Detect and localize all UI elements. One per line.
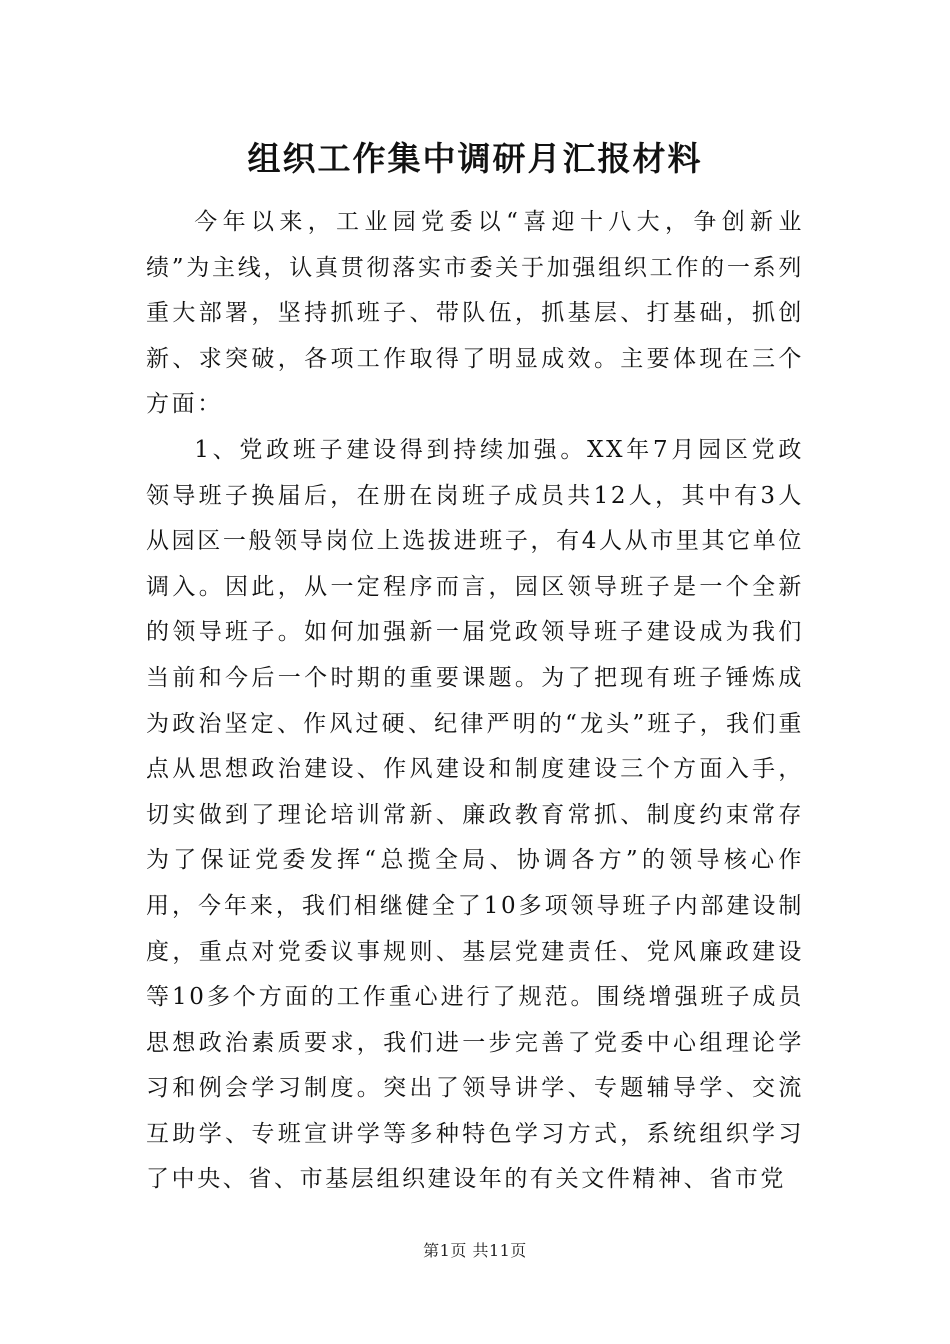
section-1-paragraph: 1、党政班子建设得到持续加强。XX年7月园区党政领导班子换届后，在册在岗班子成员共12人，其中有3人从园区一般领导岗位上选拔进班子，有4人从市里其它单位调入。因此，从一定程序而言，园区领导班子是一个全新的领导班子。如何加强新一届党政领导班子建设成为我们当前和今后一个时期的重要课题。为了把现有班子锤炼成为政治坚定、作风过硬、纪律严明的“龙头”班子，我们重点从思想政治建设、作风建设和制度建设三个方面入手，切实做到了理论培训常新、廉政教育常抓、制度约束常存为了保证党委发挥“总揽全局、协调各方”的领导核心作用，今年来，我们相继健全了10多项领导班子内部建设制度，重点对党委议事规则、基层党建责任、党风廉政建设等10多个方面的工作重心进行了规范。围绕增强班子成员思想政治素质要求，我们进一步完善了党委中心组理论学习和例会学习制度。突出了领导讲学、专题辅导学、交流互助学、专班宣讲学等多种特色学习方式，系统组织学习了中央、省、市基层组织建设年的有关文件精神、省市党 [146, 436, 804, 1193]
page-number-footer: 第1页 共11页 [423, 1241, 527, 1260]
intro-paragraph: 今年以来，工业园党委以“喜迎十八大，争创新业绩”为主线，认真贯彻落实市委关于加强组织工作的一系列重大部署，坚持抓班子、带队伍，抓基层、打基础，抓创新、求突破，各项工作取得了明显成效。主要体现在三个方面： [146, 209, 804, 418]
document-title: 组织工作集中调研月汇报材料 [247, 139, 703, 178]
document-body [146, 200, 804, 1203]
